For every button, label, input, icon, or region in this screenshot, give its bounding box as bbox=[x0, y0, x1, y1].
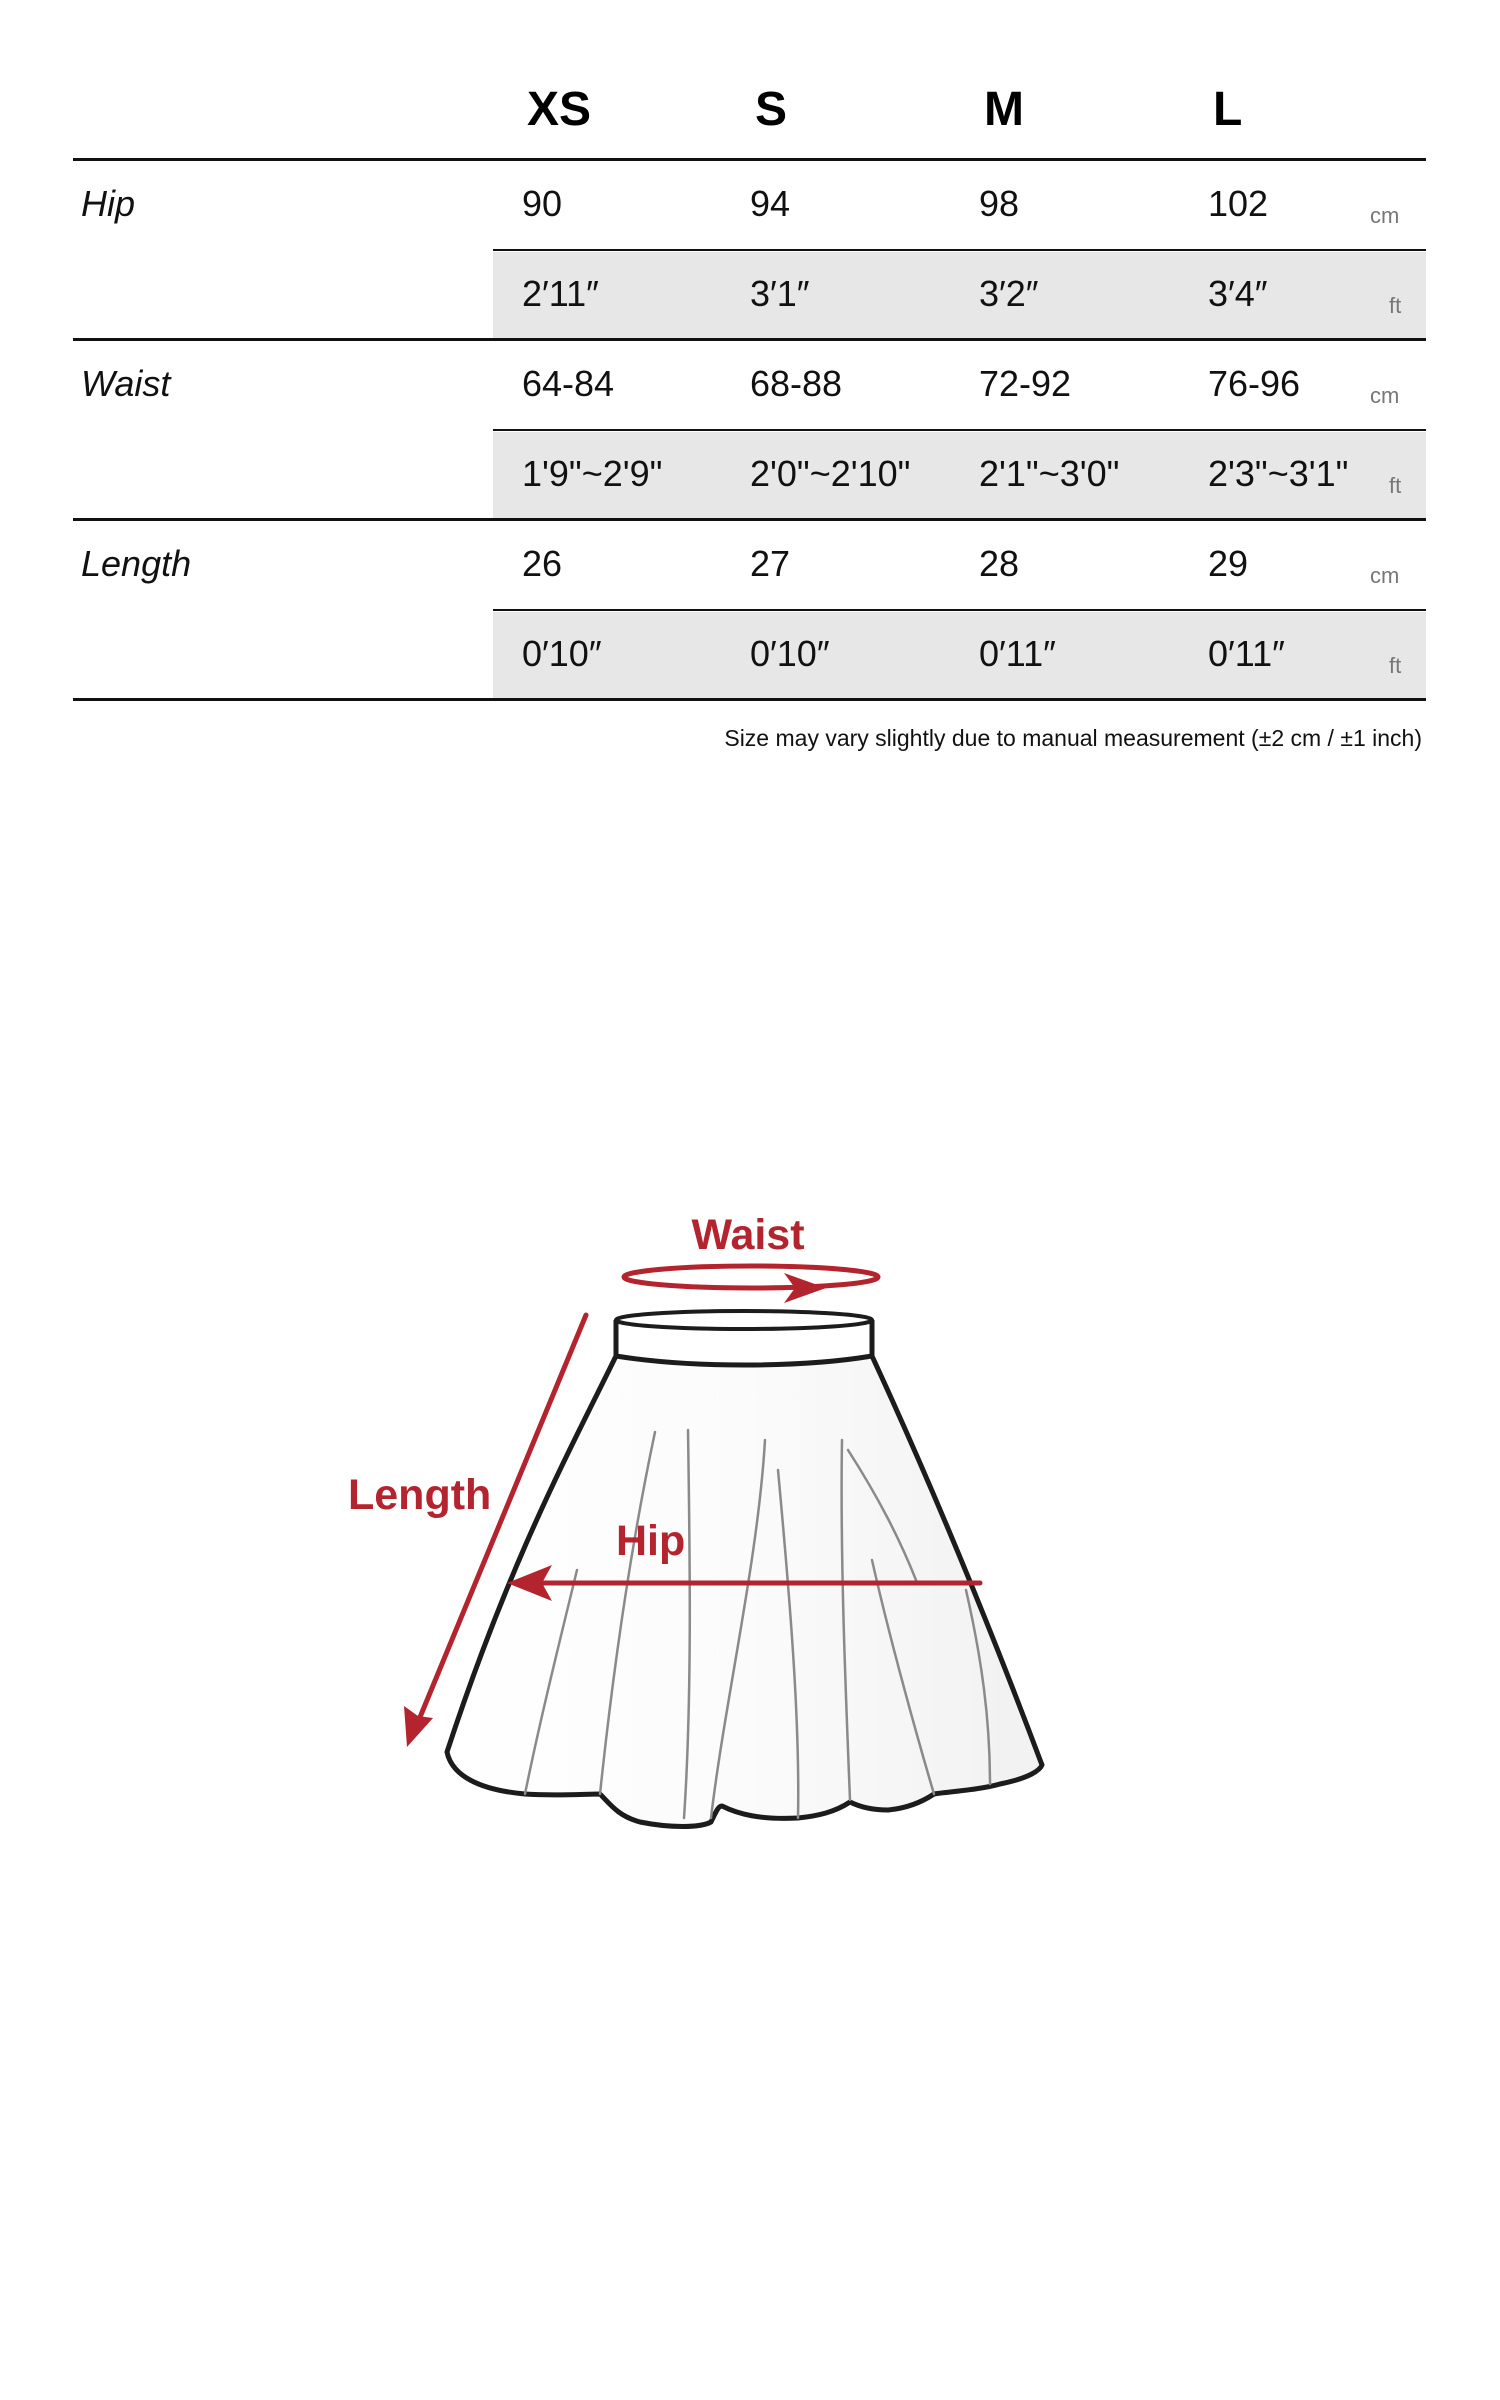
row-label-hip: Hip bbox=[81, 183, 136, 224]
waist-label: Waist bbox=[691, 1211, 805, 1259]
size-header-xs: XS bbox=[527, 83, 592, 136]
size-header-m: M bbox=[984, 83, 1024, 136]
hip-ft-unit: ft bbox=[1389, 293, 1402, 318]
size-header-l: L bbox=[1213, 83, 1243, 136]
skirt-illustration bbox=[447, 1311, 1042, 1827]
waist-ft-s: 2'0"~2'10" bbox=[750, 453, 911, 494]
length-ft-m: 0′11″ bbox=[979, 633, 1056, 674]
waist-measurement bbox=[624, 1211, 878, 1303]
length-ft-unit: ft bbox=[1389, 653, 1402, 678]
waist-cm-s: 68-88 bbox=[750, 363, 843, 404]
hip-ft-m: 3′2″ bbox=[979, 273, 1039, 314]
length-label: Length bbox=[348, 1471, 492, 1519]
size-header-s: S bbox=[755, 83, 788, 136]
hip-cm-xs: 90 bbox=[522, 183, 563, 224]
hip-ft-l: 3′4″ bbox=[1208, 273, 1268, 314]
waist-ft-xs: 1'9"~2'9" bbox=[522, 453, 663, 494]
length-arrow-icon bbox=[404, 1706, 433, 1747]
length-ft-l: 0′11″ bbox=[1208, 633, 1285, 674]
waist-ft-l: 2'3"~3'1" bbox=[1208, 453, 1349, 494]
length-cm-m: 28 bbox=[979, 543, 1020, 584]
measurement-note: Size may vary slightly due to manual measurement (±2 cm / ±1 inch) bbox=[724, 725, 1422, 751]
length-cm-s: 27 bbox=[750, 543, 791, 584]
hip-ft-xs: 2′11″ bbox=[522, 273, 599, 314]
length-ft-xs: 0′10″ bbox=[522, 633, 602, 674]
waistband-top bbox=[616, 1311, 872, 1329]
waist-ft-unit: ft bbox=[1389, 473, 1402, 498]
hip-cm-unit: cm bbox=[1370, 203, 1400, 228]
row-label-waist: Waist bbox=[81, 363, 171, 404]
waist-cm-l: 76-96 bbox=[1208, 363, 1301, 404]
hip-ft-s: 3′1″ bbox=[750, 273, 810, 314]
row-label-length: Length bbox=[81, 543, 192, 584]
waist-cm-m: 72-92 bbox=[979, 363, 1072, 404]
hip-cm-l: 102 bbox=[1208, 183, 1269, 224]
waist-circumference-line bbox=[624, 1266, 878, 1288]
hip-cm-s: 94 bbox=[750, 183, 791, 224]
length-cm-unit: cm bbox=[1370, 563, 1400, 588]
length-cm-l: 29 bbox=[1208, 543, 1249, 584]
waist-cm-unit: cm bbox=[1370, 383, 1400, 408]
waist-cm-xs: 64-84 bbox=[522, 363, 615, 404]
length-ft-s: 0′10″ bbox=[750, 633, 830, 674]
waist-ft-m: 2'1"~3'0" bbox=[979, 453, 1120, 494]
hip-label: Hip bbox=[616, 1517, 686, 1565]
hip-cm-m: 98 bbox=[979, 183, 1020, 224]
length-cm-xs: 26 bbox=[522, 543, 563, 584]
